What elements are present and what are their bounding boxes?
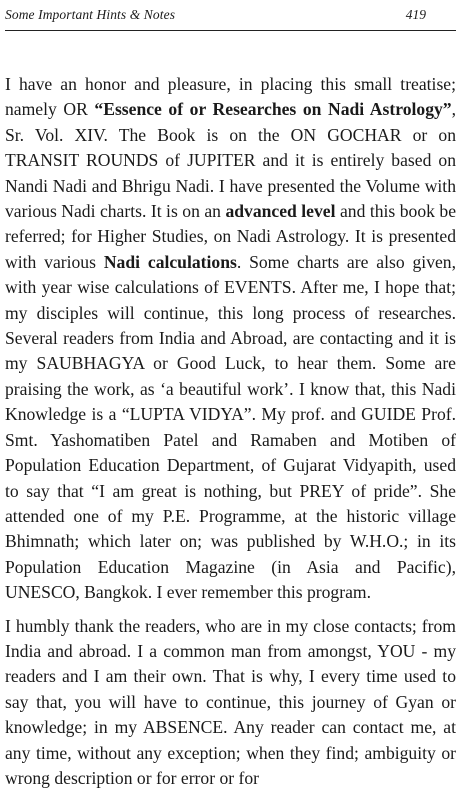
body-text <box>5 72 456 791</box>
paragraph-1-text-1: I have an honor and pleasure, in placing this small treatise; namely OR <box>5 74 456 120</box>
book-title-bold: “Essence of or Researches on Nadi Astrology” <box>94 99 452 120</box>
running-header <box>5 4 456 31</box>
paragraph-1 <box>5 72 456 606</box>
nadi-calculations-bold: Nadi calculations <box>103 251 237 272</box>
paragraph-1-text-2: , Sr. Vol. XIV. The Book is on the ON GOCHAR or on TRANSIT ROUNDS of JUPITER and it is entirely based on Nandi Nadi and Bhrigu Nadi. I have presented the Volume with various Nadi charts. It is on an <box>5 99 456 222</box>
paragraph-1-text-3: and this book be referred; for Higher Studies, on Nadi Astrology. It is presented with various <box>5 201 457 272</box>
paragraph-2: I humbly thank the readers, who are in my close contacts; from India and abroad. I a common man from amongst, YOU - my readers and I am their own. That is why, I every time used to say that, you will have to continue, this journey of Gyan or knowledge; in my ABSENCE. Any reader can contact me, at any time, without any exception; when they find; ambiguity or wrong description or for error or for <box>5 615 456 788</box>
paragraph-1-text-4: . Some charts are also given, with year wise calculations of EVENTS. After me, I hope that; my disciples will continue, this long process of researches. Several readers from India and Abroad, are contacting and it is my SAUBHAGYA or Good Luck, to hear them. Some are praising the work, as ‘a beautiful work’. I know that, this Nadi Knowledge is a “LUPTA VIDYA”. My prof. and GUIDE Prof. Smt. Yashomatiben Patel and Ramaben and Motiben of Population Education Department, of Gujarat Vidyapith, used to say that “I am great is nothing, but PREY of pride”. She attended one of my P.E. Programme, at the historic village Bhimnath; which later on; was published by W.H.O.; in its Population Education Magazine (in Asia and Pacific), UNESCO, Bangkok. I ever remember this program. <box>5 251 456 603</box>
page-number: 419 <box>405 7 426 22</box>
running-head-title: Some Important Hints & Notes <box>5 7 176 22</box>
advanced-level-bold: advanced level <box>225 201 336 222</box>
